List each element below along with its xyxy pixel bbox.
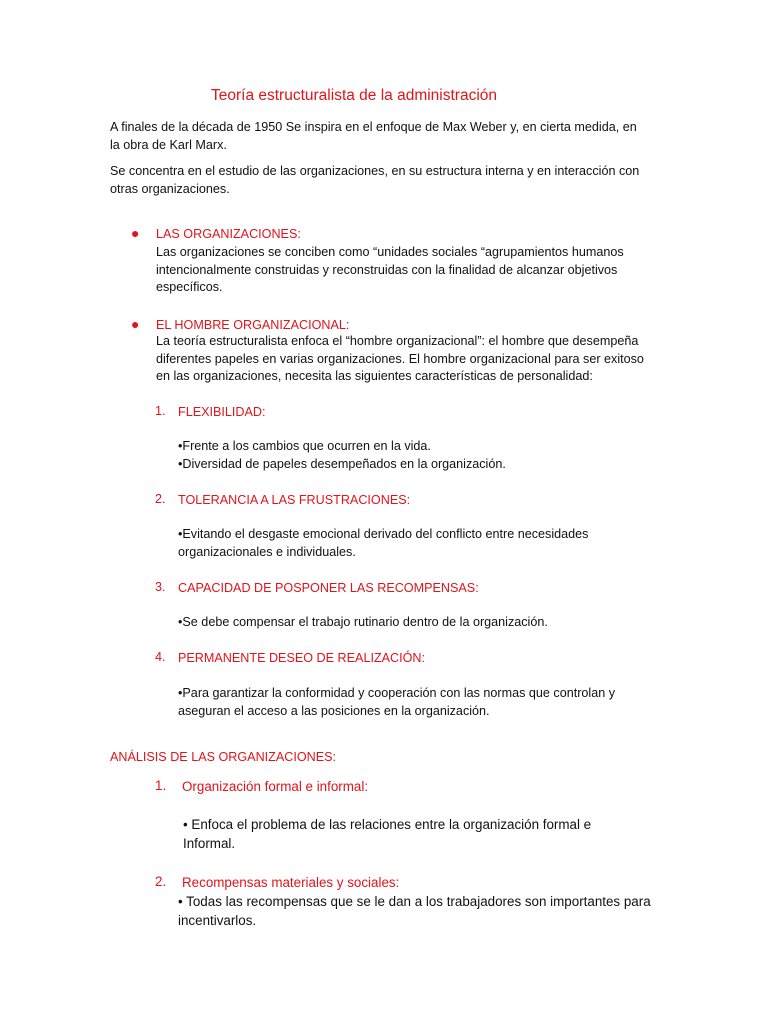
intro-paragraph-1: A finales de la década de 1950 Se inspira en el enfoque de Max Weber y, en cierta medida, en la obra de Karl Marx. bbox=[110, 120, 637, 152]
trait-item: •Evitando el desgaste emocional derivado del conflicto entre necesidades organizacionales e individuales. bbox=[178, 527, 589, 559]
bullet-dot-icon: ● bbox=[131, 316, 140, 332]
trait-item: •Para garantizar la conformidad y cooperación con las normas que controlan y aseguran el acceso a las posiciones en la organización. bbox=[178, 686, 616, 718]
analysis-item-heading-formal: Organización formal e informal: bbox=[182, 779, 369, 794]
trait-heading-tolerancia: TOLERANCIA A LAS FRUSTRACIONES: bbox=[178, 493, 411, 507]
trait-item: •Diversidad de papeles desempeñados en la organización. bbox=[178, 457, 506, 471]
trait-number: 1. bbox=[155, 404, 166, 418]
trait-number: 3. bbox=[155, 580, 166, 594]
trait-number: 4. bbox=[155, 650, 166, 664]
document-title: Teoría estructuralista de la administración bbox=[211, 87, 498, 104]
bullet-text-organizaciones: Las organizaciones se conciben como “unidades sociales “agrupamientos humanos intencionalmente construidas y reconstruidas con la finalidad de alcanzar objetivos específicos. bbox=[156, 245, 624, 294]
trait-number: 2. bbox=[155, 492, 166, 506]
analysis-heading: ANÁLISIS DE LAS ORGANIZACIONES: bbox=[110, 750, 337, 764]
analysis-item-text-recompensas: • Todas las recompensas que se le dan a los trabajadores son importantes para incentivarlos. bbox=[178, 894, 651, 928]
analysis-item-text: • Enfoca el problema de las relaciones entre la organización formal e Informal. bbox=[183, 817, 592, 851]
analysis-item-heading-recompensas: Recompensas materiales y sociales: bbox=[182, 875, 400, 890]
analysis-item-text-formal bbox=[183, 815, 633, 853]
bullet-text-hombre: La teoría estructuralista enfoca el “hombre organizacional”: el hombre que desempeña diferentes papeles en varias organizaciones. El hombre organizacional para ser exitoso en las organizaciones, necesita las siguientes características de personalidad: bbox=[156, 334, 644, 383]
bullet-heading-organizaciones: LAS ORGANIZACIONES: bbox=[156, 227, 301, 241]
intro-paragraph-2: Se concentra en el estudio de las organizaciones, en su estructura interna y en interacción con otras organizaciones. bbox=[110, 164, 640, 196]
trait-heading-capacidad: CAPACIDAD DE POSPONER LAS RECOMPENSAS: bbox=[178, 581, 479, 595]
bullet-heading-hombre: EL HOMBRE ORGANIZACIONAL: bbox=[156, 318, 350, 332]
trait-heading-flexibilidad: FLEXIBILIDAD: bbox=[178, 405, 266, 419]
bullet-dot-icon: ● bbox=[131, 225, 140, 241]
trait-item: •Frente a los cambios que ocurren en la vida. bbox=[178, 439, 431, 453]
trait-item: •Se debe compensar el trabajo rutinario dentro de la organización. bbox=[178, 615, 548, 629]
analysis-number: 1. bbox=[155, 778, 167, 793]
trait-heading-realizacion: PERMANENTE DESEO DE REALIZACIÓN: bbox=[178, 651, 426, 665]
analysis-number: 2. bbox=[155, 874, 167, 889]
